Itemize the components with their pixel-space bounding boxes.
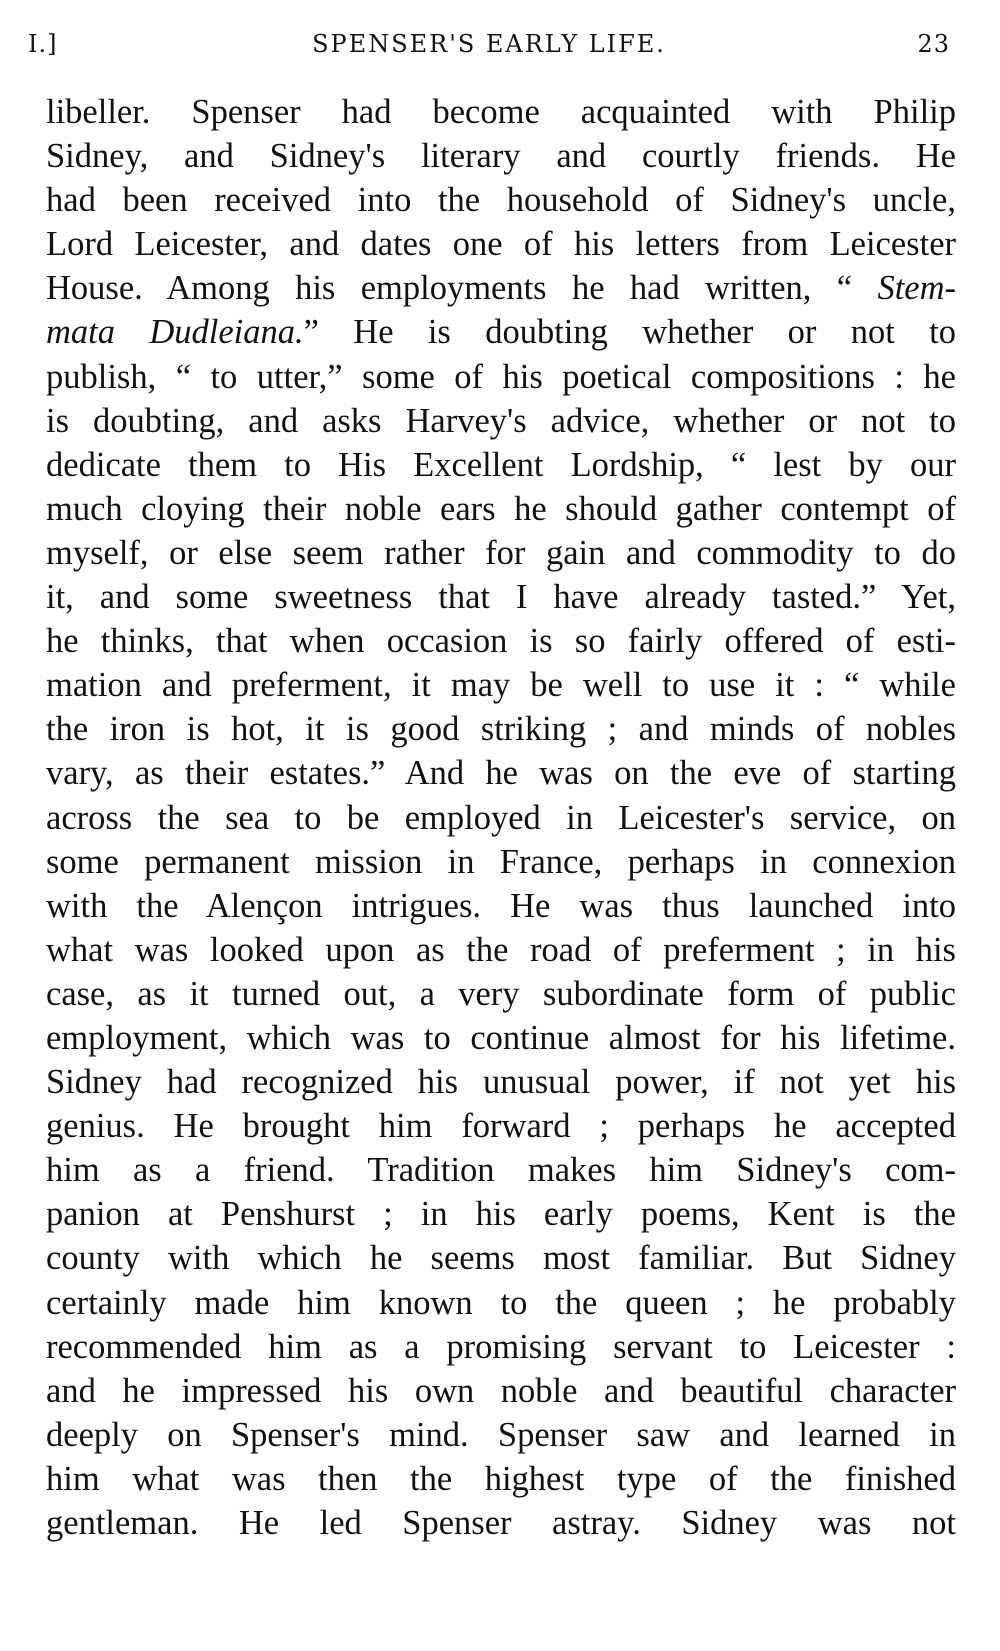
text-line: and he impressed his own noble and beautiful character [46,1371,956,1410]
text-line: case, as it turned out, a very subordinate form of public [46,974,956,1013]
text-line: is doubting, and asks Harvey's advice, whether or not to [46,401,956,440]
text-line: it, and some sweetness that I have already tasted.” Yet, [46,578,956,617]
text-line: county with which he seems most familiar. But Sidney [46,1239,956,1278]
text-line: myself, or else seem rather for gain and commodity to do [46,533,956,572]
text-line: him as a friend. Tradition makes him Sidney's com- [46,1151,956,1190]
text-line: recommended him as a promising servant to Leicester : [46,1327,956,1366]
text-line: genius. He brought him forward ; perhaps he accepted [46,1107,956,1146]
text-line: certainly made him known to the queen ; he probably [46,1283,956,1322]
italic-text: mata Dudleiana. [46,313,304,352]
italic-text: Stem- [877,269,956,308]
text-line: dedicate them to His Excellent Lordship, “ lest by our [46,445,956,484]
text-line: had been received into the household of Sidney's uncle, [46,181,956,220]
text-line: him what was then the highest type of the finished [46,1459,956,1498]
text-line: mation and preferment, it may be well to use it : “ while [46,666,956,705]
running-title: SPENSER'S EARLY LIFE. [312,30,666,58]
text-line: he thinks, that when occasion is so fairly offered of esti- [46,622,956,661]
text-line: Sidney had recognized his unusual power, if not yet his [46,1063,956,1102]
text-line: gentleman. He led Spenser astray. Sidney was not [46,1504,956,1542]
text-line: the iron is hot, it is good striking ; and minds of nobles [46,710,956,749]
text-line: libeller. Spenser had become acquainted with Philip [46,93,956,131]
text-line: some permanent mission in France, perhaps in connexion [46,842,956,881]
body-text [46,90,956,1545]
text-line: much cloying their noble ears he should gather contempt of [46,489,956,528]
text-line: what was looked upon as the road of preferment ; in his [46,930,956,969]
text-line: Lord Leicester, and dates one of his letters from Leicester [46,225,956,264]
text-line: with the Alençon intrigues. He was thus launched into [46,886,956,925]
text-line: mata Dudleiana.” He is doubting whether or not to [46,313,956,352]
text-line: House. Among his employments he had written, “ Stem- [46,269,956,308]
text-line: employment, which was to continue almost for his lifetime. [46,1018,956,1057]
text-line: panion at Penshurst ; in his early poems, Kent is the [46,1195,956,1234]
text-line: publish, “ to utter,” some of his poetical compositions : he [46,357,956,396]
running-head [28,30,950,70]
text-line: Sidney, and Sidney's literary and courtly friends. He [46,137,956,176]
text-line: deeply on Spenser's mind. Spenser saw and learned in [46,1415,956,1454]
text-line: across the sea to be employed in Leicester's service, on [46,798,956,837]
chapter-mark: I.] [28,30,58,58]
page-number: 23 [917,30,950,58]
text-line: vary, as their estates.” And he was on the eve of starting [46,754,956,793]
